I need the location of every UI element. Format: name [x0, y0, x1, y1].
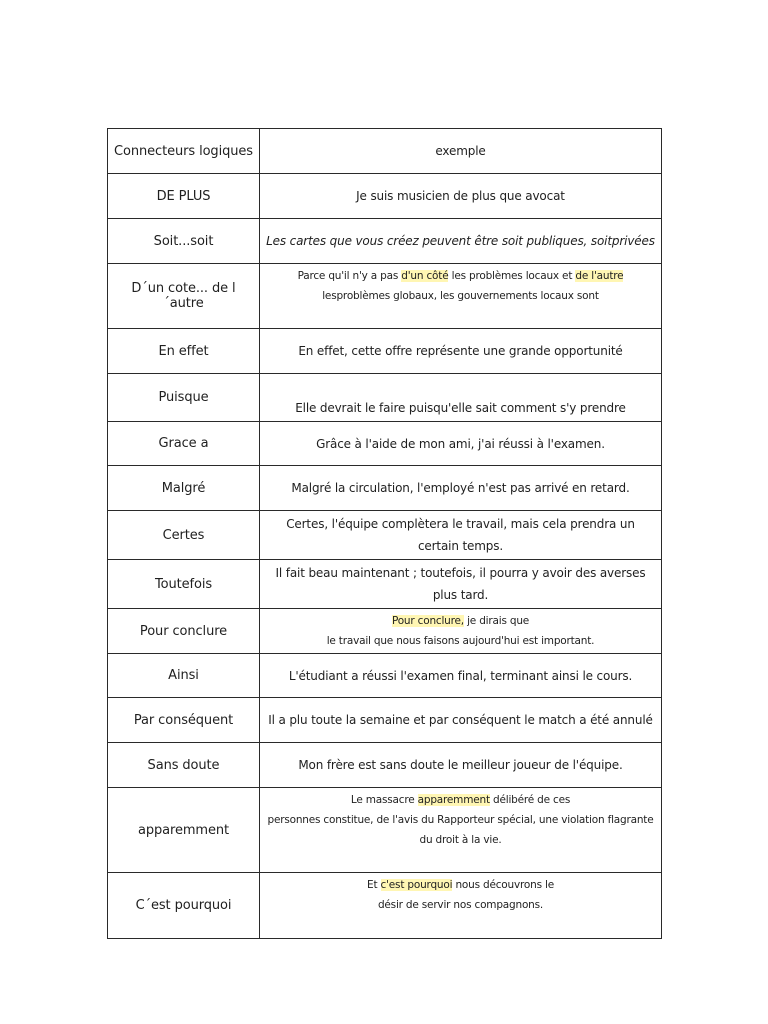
example-text: Et [367, 879, 381, 891]
highlighted-connector: apparemment [417, 794, 490, 806]
example-cell: Il a plu toute la semaine et par conséquent le match a été annulé [260, 698, 662, 743]
connectors-table [107, 128, 662, 939]
example-text: lesproblèmes globaux, les gouvernements locaux sont [322, 290, 599, 302]
table-row [108, 654, 662, 698]
table-row [108, 422, 662, 466]
example-cell: Certes, l'équipe complètera le travail, mais cela prendra un certain temps. [260, 511, 662, 560]
connector-cell: Soit...soit [108, 219, 260, 264]
connector-cell: Pour conclure [108, 609, 260, 654]
table-row [108, 219, 662, 264]
header-connectors: Connecteurs logiques [108, 129, 260, 174]
example-text: Le massacre [350, 794, 418, 806]
example-text: les problèmes locaux et [448, 270, 576, 282]
table-row [108, 374, 662, 422]
table-row [108, 466, 662, 511]
example-cell: Elle devrait le faire puisqu'elle sait comment s'y prendre [260, 374, 662, 422]
example-cell: En effet, cette offre représente une grande opportunité [260, 329, 662, 374]
table-row [108, 174, 662, 219]
connector-cell: Par conséquent [108, 698, 260, 743]
connector-cell: apparemment [108, 788, 260, 873]
highlighted-connector: de l'autre [575, 270, 624, 282]
table-row [108, 511, 662, 560]
example-cell: Il fait beau maintenant ; toutefois, il pourra y avoir des averses plus tard. [260, 560, 662, 609]
example-cell: L'étudiant a réussi l'examen final, terminant ainsi le cours. [260, 654, 662, 698]
connector-cell: Sans doute [108, 743, 260, 788]
example-cell: Malgré la circulation, l'employé n'est pas arrivé en retard. [260, 466, 662, 511]
connector-cell: DE PLUS [108, 174, 260, 219]
example-cell [260, 873, 662, 939]
example-cell [260, 788, 662, 873]
table-row [108, 743, 662, 788]
table-row [108, 560, 662, 609]
table-row [108, 788, 662, 873]
connector-cell: D´un cote... de l´autre [108, 264, 260, 329]
highlighted-connector: Pour conclure, [391, 615, 464, 627]
example-cell: Mon frère est sans doute le meilleur joueur de l'équipe. [260, 743, 662, 788]
example-text: délibéré de ces [489, 794, 571, 806]
example-text: désir de servir nos compagnons. [377, 899, 544, 911]
highlighted-connector: d'un côté [401, 270, 449, 282]
table-row [108, 264, 662, 329]
connector-cell: Puisque [108, 374, 260, 422]
table-row [108, 329, 662, 374]
example-text: nous découvrons le [452, 879, 554, 891]
example-cell: Les cartes que vous créez peuvent être soit publiques, soitprivées [260, 219, 662, 264]
connector-cell: En effet [108, 329, 260, 374]
table-row [108, 698, 662, 743]
connector-cell: Toutefois [108, 560, 260, 609]
example-cell: Je suis musicien de plus que avocat [260, 174, 662, 219]
example-text: je dirais que [463, 615, 530, 627]
example-text: le travail que nous faisons aujourd'hui est important. [326, 635, 595, 647]
connector-cell: Certes [108, 511, 260, 560]
header-example: exemple [260, 129, 662, 174]
table-header-row [108, 129, 662, 174]
example-cell: Grâce à l'aide de mon ami, j'ai réussi à l'examen. [260, 422, 662, 466]
example-cell [260, 609, 662, 654]
example-cell [260, 264, 662, 329]
table-row [108, 873, 662, 939]
connector-cell: Grace a [108, 422, 260, 466]
table-row [108, 609, 662, 654]
connector-cell: C´est pourquoi [108, 873, 260, 939]
highlighted-connector: c'est pourquoi [380, 879, 453, 891]
example-text: Parce qu'il n'y a pas [297, 270, 402, 282]
connector-cell: Malgré [108, 466, 260, 511]
connector-cell: Ainsi [108, 654, 260, 698]
example-text: personnes constitue, de l'avis du Rapporteur spécial, une violation flagrante du droit à la vie. [267, 814, 654, 846]
